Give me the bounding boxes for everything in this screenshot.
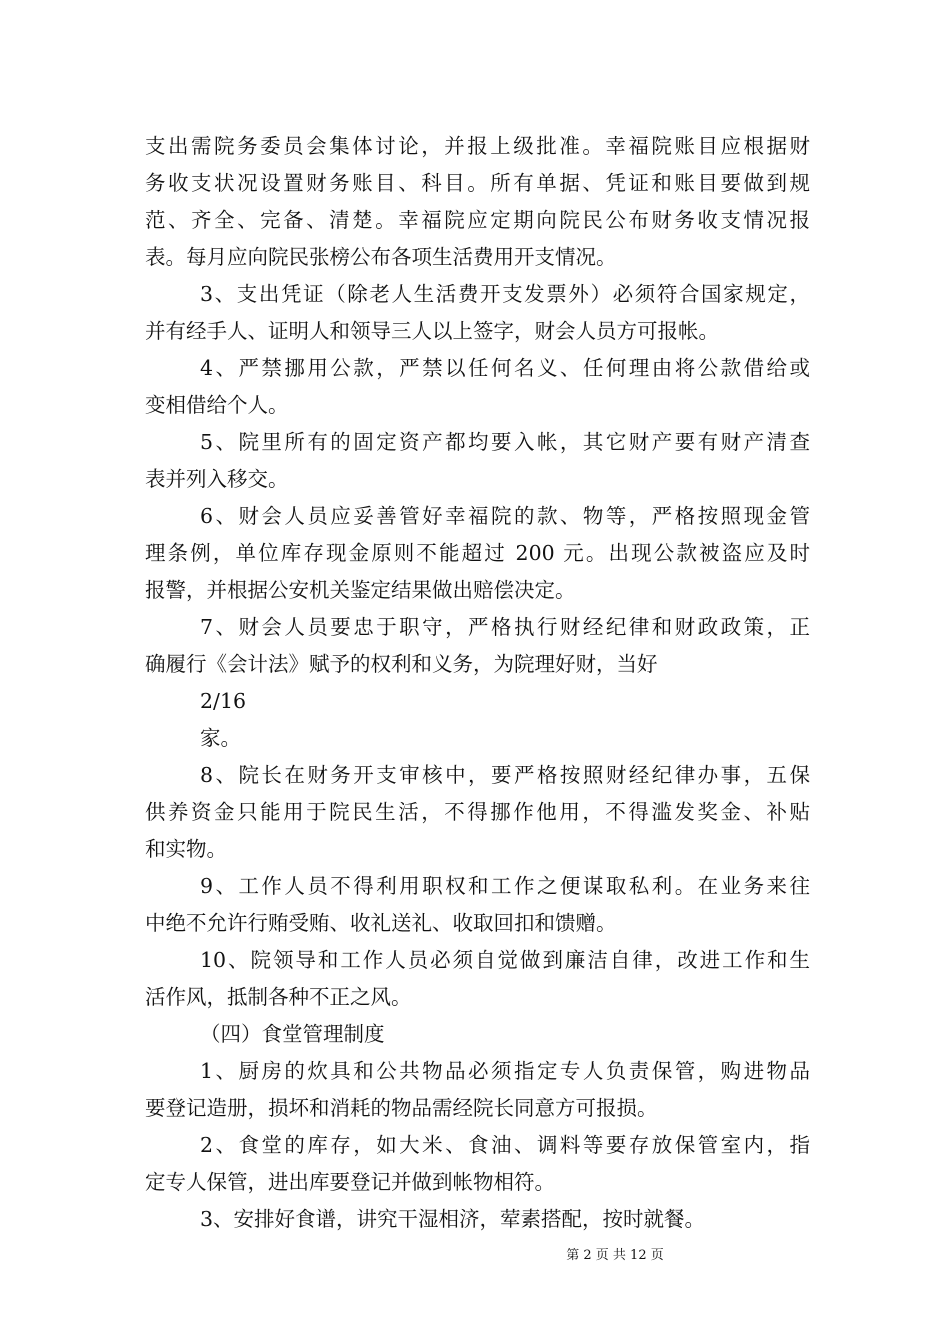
text-line: 中绝不允许行贿受贿、收礼送礼、收取回扣和馈赠。	[145, 911, 617, 935]
text-line: 支出需院务委员会集体讨论，并报上级批准。幸福院账目应根据财	[145, 134, 810, 158]
text-line: 2、食堂的库存，如大米、食油、调料等要存放保管室内，指	[200, 1133, 810, 1157]
text-line: 供养资金只能用于院民生活，不得挪作他用，不得滥发奖金、补贴	[145, 800, 810, 824]
text-line: 并有经手人、证明人和领导三人以上签字，财会人员方可报帐。	[145, 319, 719, 343]
text-line: 3、安排好食谱，讲究干湿相济，荤素搭配，按时就餐。	[200, 1207, 706, 1231]
text-line: 变相借给个人。	[145, 393, 289, 417]
text-line: 4、严禁挪用公款，严禁以任何名义、任何理由将公款借给或	[200, 356, 810, 380]
text-line: 表并列入移交。	[145, 467, 289, 491]
document-body	[145, 128, 810, 1238]
page-footer: 第 2 页 共 12 页	[566, 1248, 664, 1263]
text-line: 范、齐全、完备、清楚。幸福院应定期向院民公布财务收支情况报	[145, 208, 810, 232]
text-line: 5、院里所有的固定资产都均要入帐，其它财产要有财产清查	[200, 430, 810, 454]
text-line: 1、厨房的炊具和公共物品必须指定专人负责保管，购进物品	[200, 1059, 810, 1083]
text-line: 10、院领导和工作人员必须自觉做到廉洁自律，改进工作和生	[200, 948, 810, 972]
text-line: 定专人保管，进出库要登记并做到帐物相符。	[145, 1170, 555, 1194]
text-line: 务收支状况设置财务账目、科目。所有单据、凭证和账目要做到规	[145, 171, 810, 195]
text-line: 3、支出凭证（除老人生活费开支发票外）必须符合国家规定，	[200, 282, 810, 306]
text-line: 和实物。	[145, 837, 227, 861]
text-line: 要登记造册，损坏和消耗的物品需经院长同意方可报损。	[145, 1096, 658, 1120]
text-line: 活作风，抵制各种不正之风。	[145, 985, 412, 1009]
text-line: 2/16	[200, 689, 247, 713]
text-line: 理条例，单位库存现金原则不能超过 200 元。出现公款被盗应及时	[145, 541, 810, 565]
text-line: 家。	[200, 726, 241, 750]
text-line: 报警，并根据公安机关鉴定结果做出赔偿决定。	[145, 578, 576, 602]
text-line: 8、院长在财务开支审核中，要严格按照财经纪律办事，五保	[200, 763, 810, 787]
text-line: 9、工作人员不得利用职权和工作之便谋取私利。在业务来往	[200, 874, 810, 898]
text-line: 7、财会人员要忠于职守，严格执行财经纪律和财政政策，正	[200, 615, 810, 639]
text-line: （四）食堂管理制度	[200, 1022, 385, 1046]
text-line: 确履行《会计法》赋予的权利和义务，为院理好财，当好	[145, 652, 658, 676]
text-line: 表。每月应向院民张榜公布各项生活费用开支情况。	[145, 245, 617, 269]
text-line: 6、财会人员应妥善管好幸福院的款、物等，严格按照现金管	[200, 504, 810, 528]
